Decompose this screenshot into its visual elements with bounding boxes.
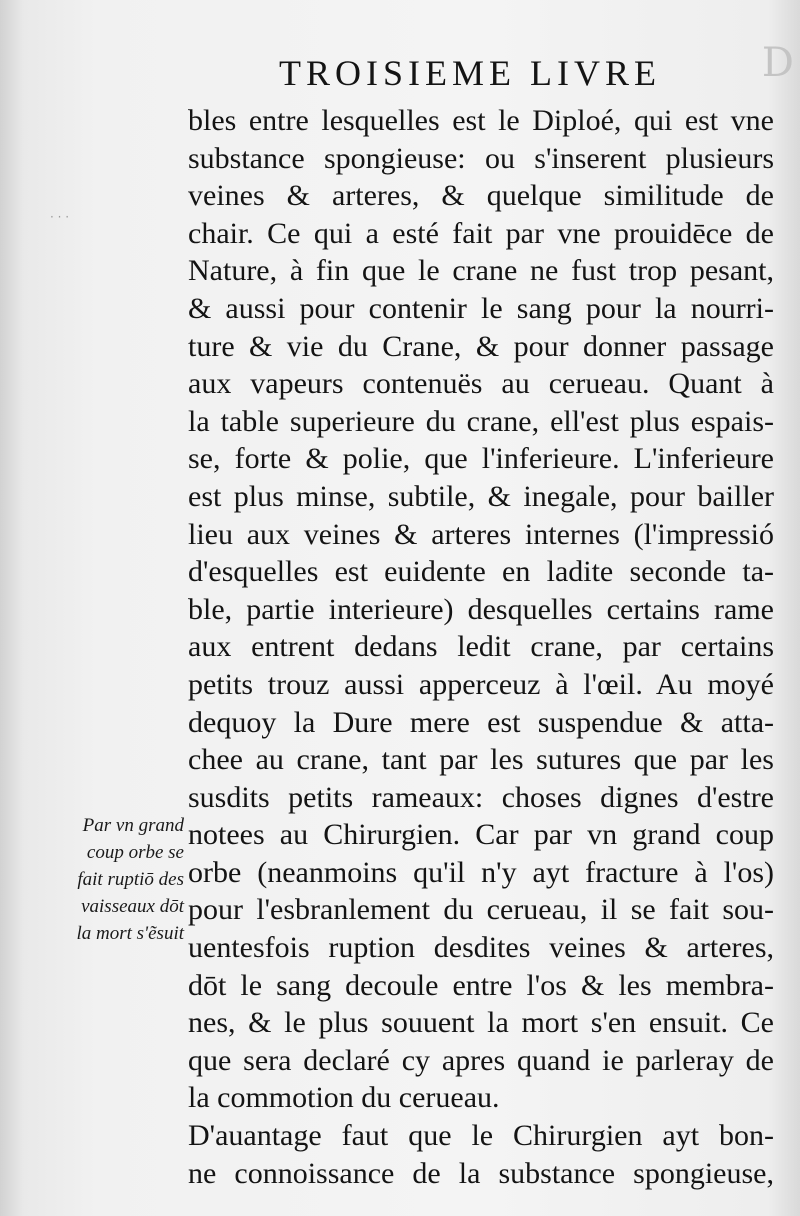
text-line: se, forte & polie, que l'inferieure. L'inferieure (188, 442, 774, 476)
text-line: substance spongieuse: ou s'inserent plusieurs (188, 141, 774, 175)
text-line: Nature, à fin que le crane ne fust trop pesant, (188, 254, 774, 288)
text-line: chair. Ce qui a esté fait par vne prouidēce de (188, 216, 774, 250)
text-line: dequoy la Dure mere est suspendue & atta- (188, 705, 774, 739)
text-line: notees au Chirurgien. Car par vn grand coup (188, 818, 774, 852)
text-line: la table superieure du crane, ell'est plus espais- (188, 404, 774, 438)
running-header: TROISIEME LIVRE (279, 53, 661, 93)
text-line: bles entre lesquelles est le Diploé, qui est vne (188, 104, 774, 137)
text-line: ture & vie du Crane, & pour donner passage (188, 329, 774, 363)
text-line: chee au crane, tant par les sutures que par les (188, 743, 774, 777)
margin-note-line: la mort s'ẽsuit (76, 923, 184, 944)
margin-note (44, 812, 184, 947)
text-line: la commotion du cerueau. (188, 1081, 500, 1115)
text-line: dōt le sang decoule entre l'os & les membra- (188, 968, 774, 1002)
page-specks: · · · (50, 210, 70, 224)
text-line: ble, partie interieure) desquelles certains rame (188, 592, 774, 626)
text-line: susdits petits rameaux: choses dignes d'estre (188, 780, 774, 814)
text-line: veines & arteres, & quelque similitude de (188, 179, 774, 213)
text-line: orbe (neanmoins qu'il n'y ayt fracture à l'os) (188, 855, 774, 889)
text-line: d'esquelles est euidente en ladite seconde ta- (188, 555, 774, 589)
text-line: pour l'esbranlement du cerueau, il se fait sou- (188, 893, 774, 927)
text-line: uentesfois ruption desdites veines & arteres, (188, 931, 774, 965)
text-line: petits trouz aussi apperceuz à l'œil. Au moyé (188, 667, 774, 701)
body-text (188, 102, 774, 1192)
margin-note-line: vaisseaux dōt (81, 896, 184, 917)
text-line: nes, & le plus souuent la mort s'en ensuit. Ce (188, 1006, 774, 1040)
text-line: que sera declaré cy apres quand ie parleray de (188, 1043, 774, 1077)
margin-note-line: fait ruptiō des (77, 869, 184, 890)
margin-note-line: Par vn grand (82, 815, 184, 836)
margin-note-line: coup orbe se (86, 842, 184, 863)
text-line: lieu aux veines & arteres internes (l'impressió (188, 517, 774, 551)
bleed-through-text: D (761, 40, 796, 86)
text-line: est plus minse, subtile, & inegale, pour bailler (188, 479, 774, 513)
text-line: aux vapeurs contenuës au cerueau. Quant à (188, 367, 774, 401)
text-line: ne connoissance de la substance spongieuse, (188, 1156, 774, 1190)
text-line: D'auantage faut que le Chirurgien ayt bon- (188, 1119, 774, 1153)
text-line: aux entrent dedans ledit crane, par certains (188, 630, 774, 664)
text-line: & aussi pour contenir le sang pour la nourri- (188, 291, 774, 325)
